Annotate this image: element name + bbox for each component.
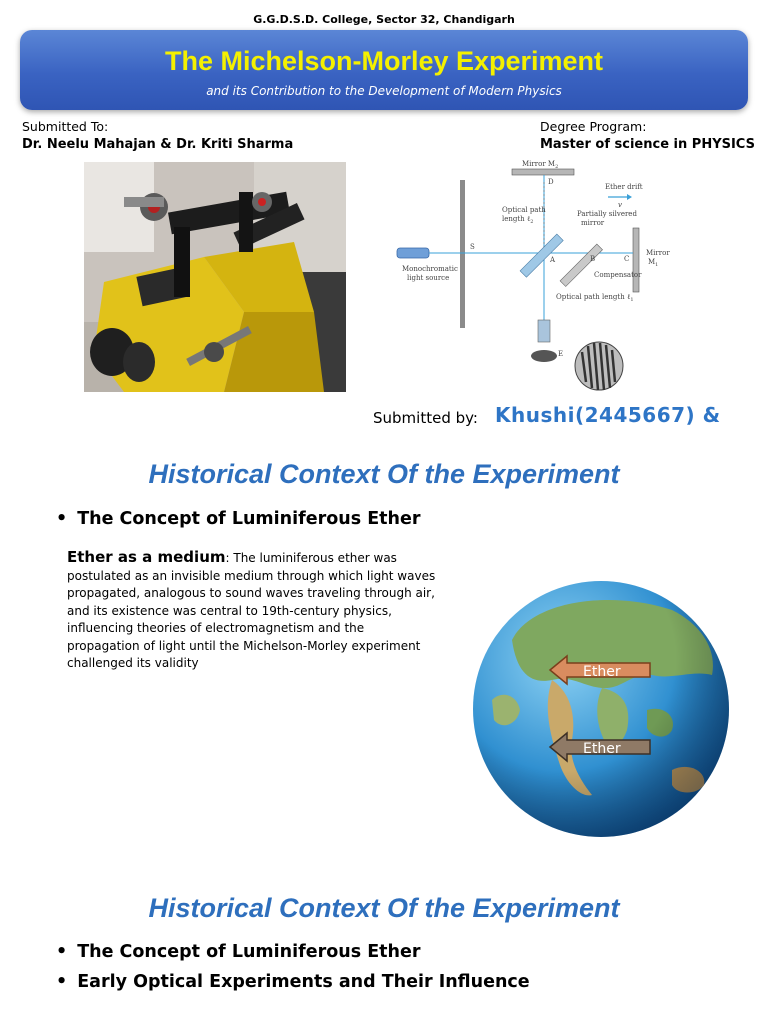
interferometer-photo [84, 162, 346, 392]
svg-text:M1: $M_1$ [648, 258, 659, 268]
student-name: Khushi(2445667) & [495, 403, 721, 427]
paragraph-body: : The luminiferous ether was postulated as an invisible medium through which light waves propagated, analogous to sound waves traveling through air, and its existence was central to 19th-century physics, influencing theories of electromagnetism and the propagation of light until the Michelson-Morley experiment challenged its validity [67, 551, 436, 670]
svg-text:E: E [558, 350, 564, 358]
svg-text:Partially silvered: Partially silvered [577, 210, 637, 218]
section-heading-1: Historical Context Of the Experiment [148, 459, 620, 489]
svg-text:light source: light source [407, 274, 450, 282]
degree-label: Degree Program: [540, 119, 647, 134]
page-title: The Michelson-Morley Experiment [164, 46, 604, 76]
submitted-to-label: Submitted To: [22, 119, 109, 134]
ether-arrow-bottom-label: Ether [583, 741, 621, 757]
svg-text:Optical path: Optical path [502, 206, 546, 214]
supervisor-names: Dr. Neelu Mahajan & Dr. Kriti Sharma [22, 137, 294, 152]
bullet-ether-concept: • The Concept of Luminiferous Ether [56, 509, 421, 529]
interferometer-diagram [392, 160, 674, 392]
svg-text:length ℓ2: length ℓ$_2$ [502, 215, 534, 225]
page-subtitle: and its Contribution to the Development of Modern Physics [206, 84, 562, 98]
bullet-early-optical: • Early Optical Experiments and Their Influence [56, 972, 530, 992]
svg-text:v: v [618, 201, 622, 209]
svg-text:Optical path length ℓ1: Optical path length ℓ$_1$ [556, 293, 634, 303]
mirror-m1-label: Mirror [646, 249, 670, 257]
college-name: G.G.D.S.D. College, Sector 32, Chandigarh [253, 13, 515, 26]
submitted-by-label: Submitted by: [373, 409, 478, 427]
svg-text:Compensator: Compensator [594, 271, 642, 279]
bullet-ether-concept-2: • The Concept of Luminiferous Ether [56, 942, 421, 962]
ether-paragraph [67, 549, 437, 673]
paragraph-lead: Ether as a medium [67, 548, 226, 566]
svg-text:S: S [470, 243, 475, 251]
mirror-m2-label: Mirror $M_2$ [522, 160, 559, 170]
earth-globe [472, 580, 730, 838]
svg-text:mirror: mirror [581, 219, 605, 227]
svg-text:Monochromatic: Monochromatic [402, 265, 458, 273]
svg-text:Ether drift: Ether drift [605, 183, 643, 191]
ether-arrow-top-label: Ether [583, 664, 621, 680]
section-heading-2: Historical Context Of the Experiment [148, 893, 620, 923]
svg-text:B: B [590, 255, 596, 263]
svg-text:D: D [548, 178, 554, 186]
degree-value: Master of science in PHYSICS [540, 137, 755, 152]
svg-text:A: A [550, 256, 556, 264]
svg-text:C: C [624, 255, 630, 263]
